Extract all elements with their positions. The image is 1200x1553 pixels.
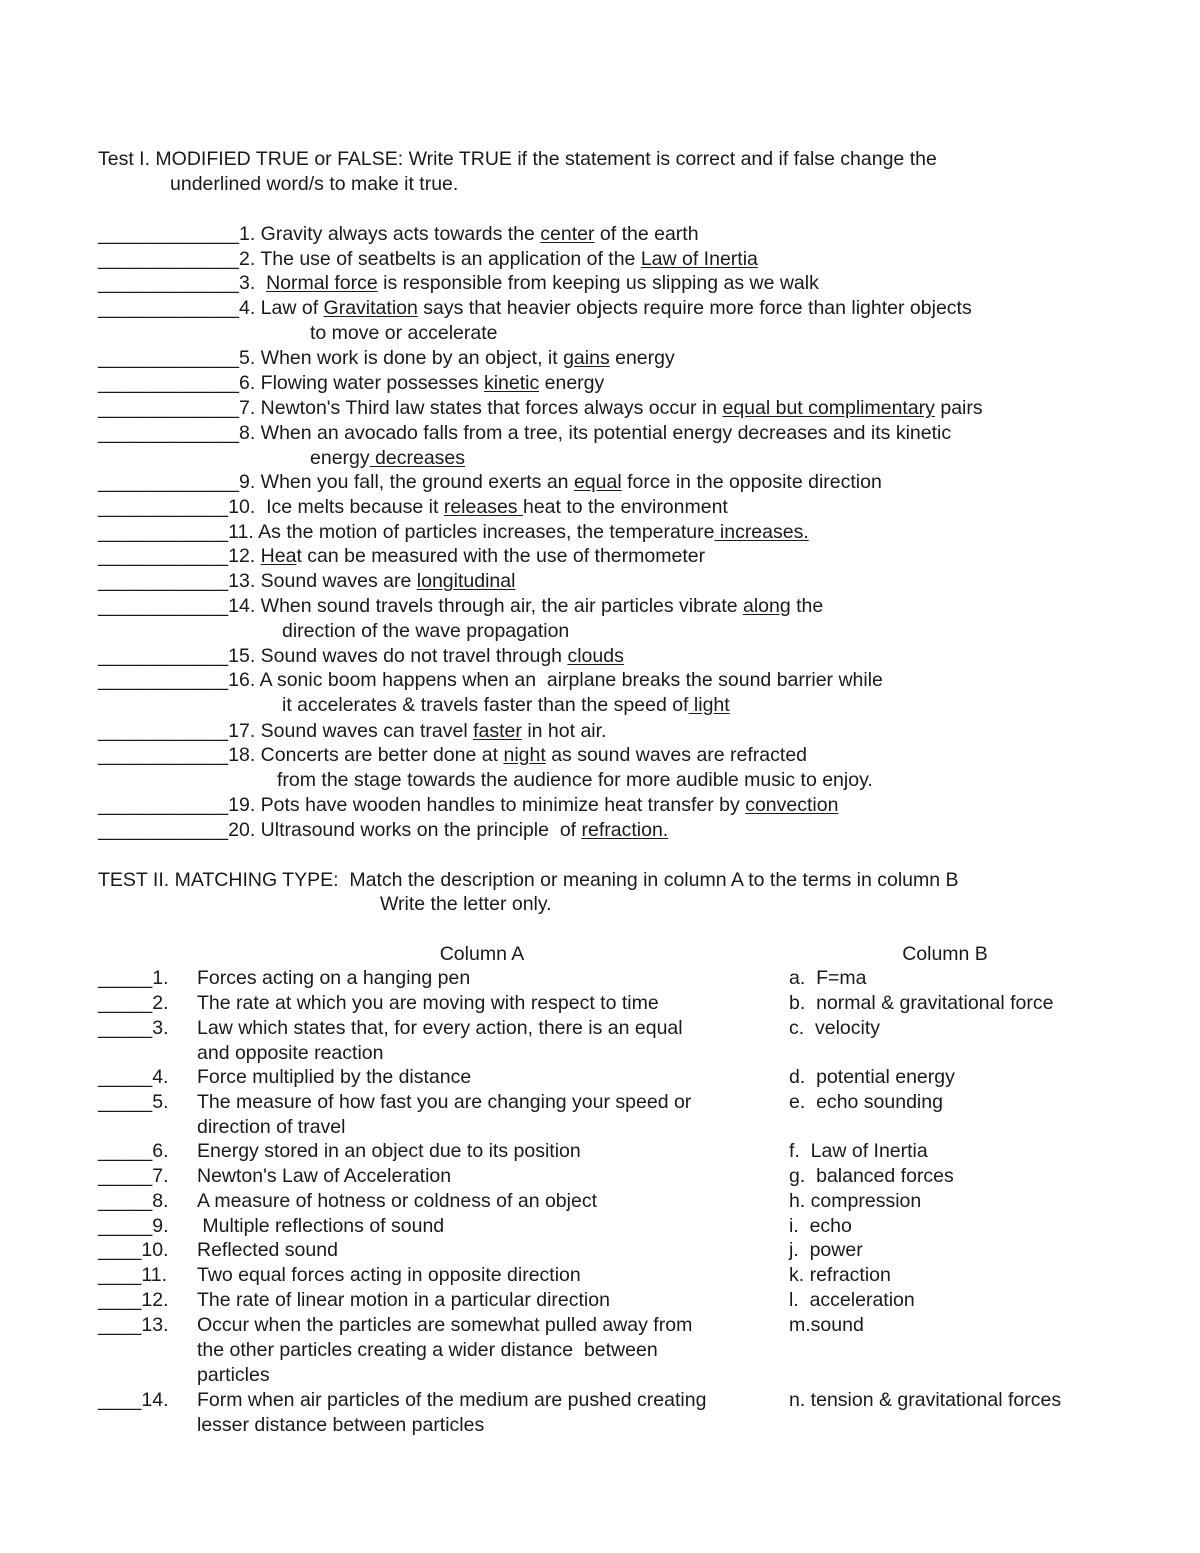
match-blank[interactable]: _____1.: [98, 967, 169, 989]
test2-heading-cont: Write the letter only.: [380, 893, 552, 915]
tf-blank[interactable]: _____________7.: [98, 397, 256, 419]
tf-underlined: light: [688, 694, 730, 716]
tf-item: [98, 396, 983, 420]
tf-text: When work is done by an object, it: [255, 347, 564, 369]
tf-blank[interactable]: ____________11.: [98, 521, 254, 543]
tf-blank[interactable]: ____________13.: [98, 570, 256, 592]
tf-item: [98, 222, 699, 246]
tf-underlined: Gravitation: [323, 297, 418, 319]
match-description: The measure of how fast you are changing your speed or: [197, 1091, 692, 1113]
tf-underlined: gains: [563, 347, 610, 369]
tf-text: The use of seatbelts is an application of the: [255, 248, 641, 270]
match-blank[interactable]: _____7.: [98, 1165, 169, 1187]
match-description-continuation: and opposite reaction: [197, 1042, 384, 1064]
match-blank[interactable]: _____5.: [98, 1091, 169, 1113]
tf-item: [98, 719, 606, 743]
match-blank[interactable]: ____13.: [98, 1314, 169, 1336]
match-choice: a. F=ma: [789, 967, 867, 989]
tf-text: Sound waves can travel: [255, 720, 474, 742]
match-description-continuation: the other particles creating a wider distance between: [197, 1339, 658, 1361]
match-blank[interactable]: ____14.: [98, 1389, 169, 1411]
tf-text: When you fall, the ground exerts an: [255, 471, 574, 493]
match-description: A measure of hotness or coldness of an object: [197, 1190, 597, 1212]
tf-text: is responsible from keeping us slipping as we walk: [377, 272, 819, 294]
tf-underlined: equal but complimentary: [722, 397, 935, 419]
tf-text: As the motion of particles increases, the temperature: [253, 521, 715, 543]
match-choice: b. normal & gravitational force: [789, 992, 1054, 1014]
tf-blank[interactable]: ____________15.: [98, 645, 256, 667]
tf-blank[interactable]: ____________19.: [98, 794, 256, 816]
tf-item: [98, 520, 809, 544]
tf-text: energy: [539, 372, 605, 394]
column-a-header: Column A: [439, 943, 525, 965]
tf-text: heat to the environment: [522, 496, 728, 518]
match-choice: g. balanced forces: [789, 1165, 954, 1187]
match-choice: d. potential energy: [789, 1066, 955, 1088]
tf-text: Sound waves are: [255, 570, 417, 592]
test1-heading: Test I. MODIFIED TRUE or FALSE: Write TRUE if the statement is correct and if false change the: [98, 148, 937, 170]
match-choice: c. velocity: [789, 1017, 881, 1039]
tf-text: energy: [310, 447, 370, 469]
tf-item: [98, 470, 882, 494]
match-choice: i. echo: [789, 1215, 852, 1237]
tf-blank[interactable]: ____________10.: [98, 496, 256, 518]
tf-item: [98, 544, 705, 568]
match-blank[interactable]: ____12.: [98, 1289, 169, 1311]
tf-underlined: Law of Inertia: [640, 248, 758, 270]
match-blank[interactable]: _____2.: [98, 992, 169, 1014]
tf-text: Pots have wooden handles to minimize heat transfer by: [255, 794, 746, 816]
tf-item-continuation: to move or accelerate: [310, 322, 498, 344]
match-description: The rate at which you are moving with respect to time: [197, 992, 659, 1014]
tf-text: Ultrasound works on the principle of: [255, 819, 582, 841]
tf-text: it accelerates & travels faster than the speed of: [282, 694, 689, 716]
match-blank[interactable]: _____4.: [98, 1066, 169, 1088]
tf-underlined: longitudinal: [416, 570, 516, 592]
tf-underlined: increases.: [714, 521, 809, 543]
tf-blank[interactable]: ____________12.: [98, 545, 256, 567]
tf-text: energy: [609, 347, 675, 369]
tf-blank[interactable]: _____________9.: [98, 471, 256, 493]
tf-text: of the earth: [594, 223, 699, 245]
tf-text: Ice melts because it: [255, 496, 444, 518]
match-blank[interactable]: _____8.: [98, 1190, 169, 1212]
tf-item: [98, 644, 624, 668]
tf-blank[interactable]: _____________4.: [98, 297, 256, 319]
match-description-continuation: direction of travel: [197, 1116, 346, 1138]
match-choice: f. Law of Inertia: [789, 1140, 928, 1162]
tf-underlined: decreases: [369, 447, 466, 469]
match-description: The rate of linear motion in a particular direction: [197, 1289, 610, 1311]
match-blank[interactable]: _____6.: [98, 1140, 169, 1162]
tf-text: pairs: [934, 397, 983, 419]
match-choice: n. tension & gravitational forces: [789, 1389, 1062, 1411]
tf-item: [98, 271, 819, 295]
tf-item: [98, 818, 668, 842]
tf-text: Flowing water possesses: [255, 372, 484, 394]
tf-item: [98, 371, 604, 395]
tf-text: Concerts are better done at: [255, 744, 504, 766]
tf-underlined: convection: [745, 794, 839, 816]
tf-text: When an avocado falls from a tree, its potential energy decreases and its kinetic: [255, 422, 952, 444]
tf-underlined: Normal force: [266, 272, 378, 294]
test2-heading: TEST II. MATCHING TYPE: Match the description or meaning in column A to the terms in column B: [98, 869, 959, 891]
tf-underlined: refraction.: [581, 819, 669, 841]
tf-text: Gravity always acts towards the: [255, 223, 541, 245]
match-choice: m.sound: [789, 1314, 864, 1336]
tf-blank[interactable]: ____________20.: [98, 819, 256, 841]
tf-underlined: center: [540, 223, 595, 245]
match-description: Forces acting on a hanging pen: [197, 967, 471, 989]
match-choice: h. compression: [789, 1190, 922, 1212]
match-description: Two equal forces acting in opposite direction: [197, 1264, 581, 1286]
tf-underlined: equal: [573, 471, 622, 493]
tf-item: [98, 793, 838, 817]
tf-item: [98, 668, 883, 692]
match-blank[interactable]: ____11.: [98, 1264, 168, 1286]
tf-item: [98, 421, 951, 445]
tf-underlined: faster: [473, 720, 522, 742]
tf-item: [98, 569, 515, 593]
match-choice: k. refraction: [789, 1264, 891, 1286]
tf-item: [98, 594, 823, 618]
tf-item: [98, 247, 758, 271]
tf-blank[interactable]: ____________17.: [98, 720, 256, 742]
tf-blank[interactable]: ____________16.: [98, 669, 256, 691]
tf-item-continuation: [310, 446, 465, 470]
tf-blank[interactable]: _____________1.: [98, 223, 256, 245]
tf-text: the: [790, 595, 824, 617]
match-description: Energy stored in an object due to its position: [197, 1140, 581, 1162]
tf-blank[interactable]: ____________18.: [98, 744, 256, 766]
tf-text: t can be measured with the use of thermometer: [296, 545, 706, 567]
tf-blank[interactable]: ____________14.: [98, 595, 256, 617]
tf-text: in hot air.: [521, 720, 607, 742]
tf-text: Sound waves do not travel through: [255, 645, 568, 667]
tf-text: says that heavier objects require more force than lighter objects: [417, 297, 972, 319]
tf-blank[interactable]: _____________2.: [98, 248, 256, 270]
tf-underlined: clouds: [567, 645, 624, 667]
tf-text: A sonic boom happens when an airplane breaks the sound barrier while: [255, 669, 883, 691]
match-description: Law which states that, for every action, there is an equal: [197, 1017, 683, 1039]
match-description: Multiple reflections of sound: [197, 1215, 445, 1237]
tf-underlined: along: [743, 595, 791, 617]
column-b-header: Column B: [902, 943, 988, 965]
test1-heading-cont: underlined word/s to make it true.: [170, 173, 459, 195]
match-choice: e. echo sounding: [789, 1091, 943, 1113]
tf-blank[interactable]: _____________5.: [98, 347, 256, 369]
tf-blank[interactable]: _____________6.: [98, 372, 256, 394]
match-description: Force multiplied by the distance: [197, 1066, 472, 1088]
tf-item: [98, 346, 675, 370]
tf-underlined: Hea: [260, 545, 297, 567]
tf-underlined: kinetic: [483, 372, 540, 394]
tf-item-continuation: from the stage towards the audience for more audible music to enjoy.: [277, 769, 873, 791]
tf-underlined: releases: [443, 496, 523, 518]
tf-text: as sound waves are refracted: [545, 744, 808, 766]
tf-text: When sound travels through air, the air particles vibrate: [255, 595, 743, 617]
tf-item: [98, 296, 972, 320]
match-description: Newton's Law of Acceleration: [197, 1165, 452, 1187]
tf-text: Newton's Third law states that forces always occur in: [255, 397, 723, 419]
match-description: Occur when the particles are somewhat pulled away from: [197, 1314, 693, 1336]
tf-text: force in the opposite direction: [621, 471, 882, 493]
match-blank[interactable]: _____9.: [98, 1215, 169, 1237]
match-choice: l. acceleration: [789, 1289, 915, 1311]
match-description-continuation: lesser distance between particles: [197, 1414, 485, 1436]
match-blank[interactable]: _____3.: [98, 1017, 169, 1039]
match-blank[interactable]: ____10.: [98, 1239, 169, 1261]
tf-item: [98, 495, 728, 519]
tf-item: [98, 743, 807, 767]
tf-item-continuation: direction of the wave propagation: [282, 620, 570, 642]
tf-text: [255, 272, 266, 294]
tf-blank[interactable]: _____________3.: [98, 272, 256, 294]
tf-underlined: night: [503, 744, 546, 766]
match-description: Form when air particles of the medium are pushed creating: [197, 1389, 707, 1411]
tf-blank[interactable]: _____________8.: [98, 422, 256, 444]
tf-text: Law of: [255, 297, 324, 319]
match-description: Reflected sound: [197, 1239, 338, 1261]
tf-item-continuation: [282, 693, 730, 717]
match-choice: j. power: [789, 1239, 863, 1261]
match-description-continuation: particles: [197, 1364, 270, 1386]
